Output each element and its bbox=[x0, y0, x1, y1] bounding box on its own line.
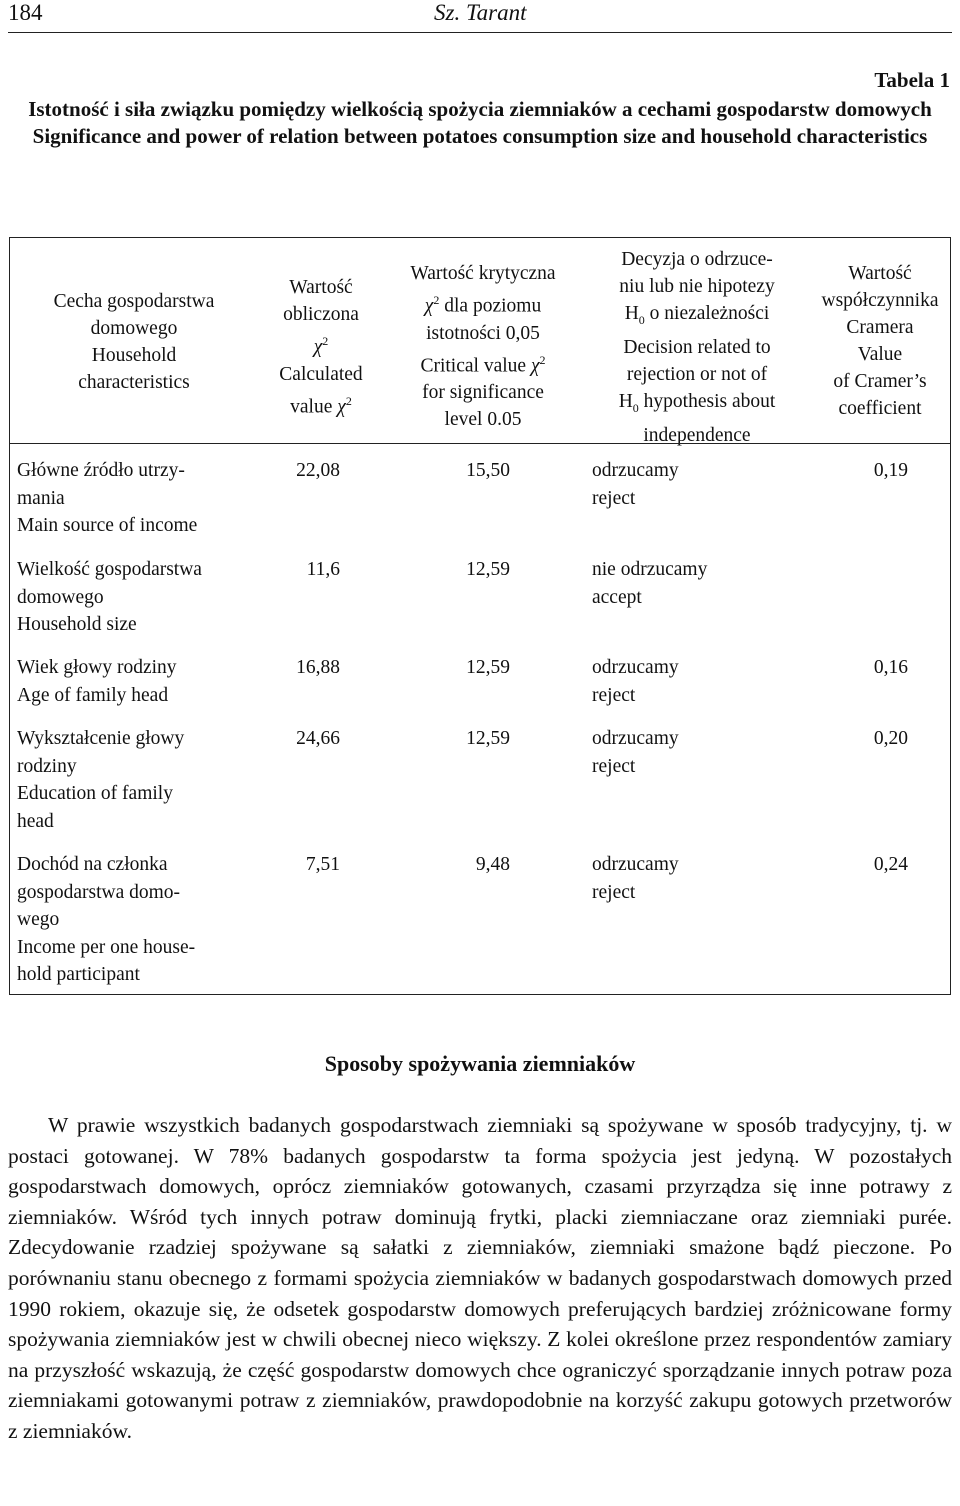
header-calculated-value: Wartość obliczona $\chi^2$ Calculated value $\chi^2$ bbox=[279, 277, 363, 417]
row-label-education-of-family-head: Wykształcenie głowy rodziny Education of family head bbox=[17, 728, 185, 832]
calculated-value: 24,66 bbox=[296, 728, 340, 749]
critical-value: 12,59 bbox=[466, 657, 510, 678]
running-head: Sz. Tarant bbox=[434, 0, 527, 25]
decision: nie odrzucamy accept bbox=[592, 559, 708, 608]
row-label-age-of-family-head: Wiek głowy rodziny Age of family head bbox=[17, 657, 177, 706]
cramer-value: 0,20 bbox=[873, 728, 908, 749]
section-title: Sposoby spożywania ziemniaków bbox=[324, 1051, 636, 1076]
cramer-value: 0,24 bbox=[873, 854, 908, 875]
caption-polish: Istotność i siła związku pomiędzy wielkością spożycia ziemniaków a cechami gospodarstw domowych bbox=[28, 97, 932, 121]
decision: odrzucamy reject bbox=[592, 854, 679, 903]
decision: odrzucamy reject bbox=[592, 657, 679, 706]
header-rule bbox=[8, 32, 952, 33]
body-paragraph: W prawie wszystkich badanych gospodarstwach ziemniaki są spożywane w sposób tradycyjny, tj. w postaci gotowanej. W 78% badanych gospodarstw ta forma spożycia jest jedyną. W pozostałych gospodarstwach domowych, oprócz ziemniaków gotowanych, czasami przyrządza się inne potrawy z ziemniaków. Wśród tych innych potraw dominują frytki, placki ziemniaczane oraz ziemniaki purée. Zdecydowanie rzadziej spożywane są sałatki z ziemniaków, ziemniaki smażone bądź pieczone. Po porównaniu stanu obecnego z formami spożycia ziemniaków w badanych gospodarstwach domowych przed 1990 rokiem, okazuje się, że odsetek gospodarstw domowych preferujących bardziej zróżnicowane formy spożywania ziemniaków jest w chwili obecnej nieco większy. Z kolei określone przez respondentów zamiary na przyszłość wskazują, że część gospodarstw domowych chce ograniczyć sporządzanie innych potraw poza ziemniakami gotowanymi potraw z ziemniaków, prawdopodobnie na korzyść zakupu gotowych przetworów z ziemniaków. bbox=[8, 1113, 952, 1443]
calculated-value: 7,51 bbox=[305, 854, 340, 875]
critical-value: 12,59 bbox=[466, 559, 510, 580]
critical-value: 12,59 bbox=[466, 728, 510, 749]
decision: odrzucamy reject bbox=[592, 728, 679, 777]
calculated-value: 22,08 bbox=[296, 460, 340, 481]
calculated-value: 16,88 bbox=[296, 657, 340, 678]
table-label: Tabela 1 bbox=[874, 68, 950, 92]
header-rule-line bbox=[10, 443, 950, 444]
row-label-main-source-of-income: Główne źródło utrzy- mania Main source of income bbox=[17, 460, 198, 536]
cramer-value: 0,16 bbox=[873, 657, 908, 678]
critical-value: 9,48 bbox=[475, 854, 510, 875]
page-number: 184 bbox=[8, 0, 43, 25]
row-label-income-per-household-participant: Dochód na członka gospodarstwa domo- wego Income per one house- hold participant bbox=[17, 854, 196, 985]
critical-value: 15,50 bbox=[466, 460, 510, 481]
page-header bbox=[8, 0, 952, 30]
header-cramer: Wartość współczynnika Cramera Value of Cramer’s coefficient bbox=[821, 263, 939, 419]
row-label-household-size: Wielkość gospodarstwa domowego Household size bbox=[17, 559, 202, 635]
header-critical-value: Wartość krytyczna $\chi^2$ dla poziomu istotności 0,05 Critical value $\chi^2$ for significance level 0.05 bbox=[410, 263, 556, 430]
calculated-value: 11,6 bbox=[306, 559, 340, 580]
header-characteristic: Cecha gospodarstwa domowego Household characteristics bbox=[53, 291, 215, 393]
header-decision: Decyzja o odrzuce- niu lub nie hipotezy $H_0$ o niezależności Decision related to rejection or not of $H_0$ hypothesis about independence bbox=[618, 249, 776, 446]
cramer-value: 0,19 bbox=[873, 460, 908, 481]
decision: odrzucamy reject bbox=[592, 460, 679, 509]
table-caption bbox=[10, 96, 950, 150]
data-table bbox=[9, 237, 951, 995]
caption-english: Significance and power of relation between potatoes consumption size and household characteristics bbox=[32, 124, 928, 148]
